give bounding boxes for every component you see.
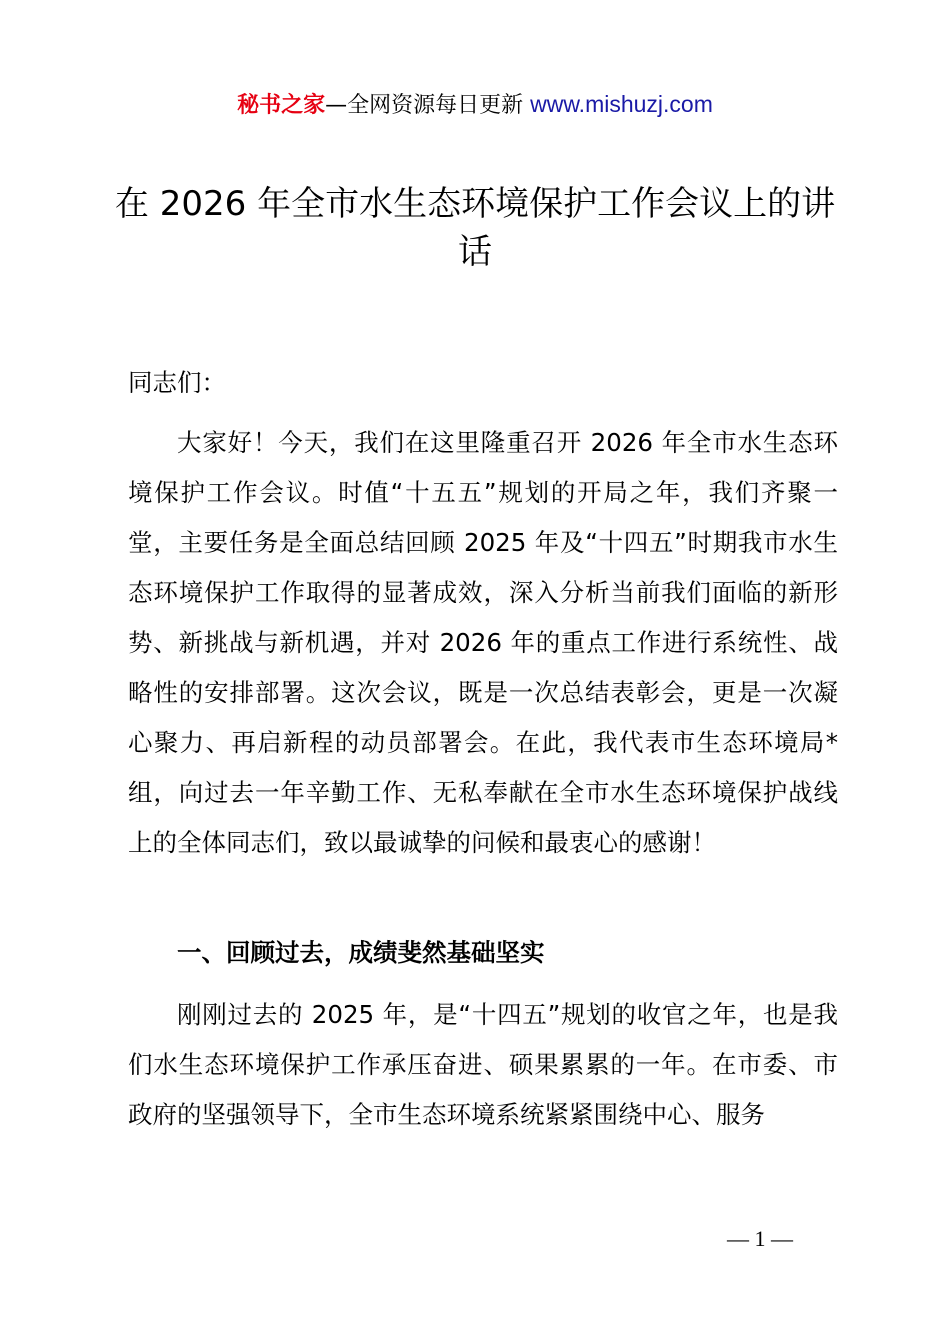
paragraph-opening: 大家好！今天，我们在这里隆重召开 2026 年全市水生态环境保护工作会议。时值“十五五”规划的开局之年，我们齐聚一堂，主要任务是全面总结回顾 2025 年及“十四五”时期我市水生态环境保护工作取得的显著成效，深入分析当前我们面临的新形势、新挑战与新机遇，并对 2026 年的重点工作进行系统性、战略性的安排部署。这次会议，既是一次总结表彰会，更是一次凝心聚力、再启新程的动员部署会。在此，我代表市生态环境局*组，向过去一年辛勤工作、无私奉献在全市水生态环境保护战线上的全体同志们，致以最诚挚的问候和最衷心的感谢！: [128, 428, 838, 857]
document-title: 在 2026 年全市水生态环境保护工作会议上的讲话: [114, 184, 836, 272]
paragraph-review: 刚刚过去的 2025 年，是“十四五”规划的收官之年，也是我们水生态环境保护工作承压奋进、硕果累累的一年。在市委、市政府的坚强领导下，全市生态环境系统紧紧围绕中心、服务: [128, 1000, 838, 1129]
header-slogan: —全网资源每日更新: [325, 93, 531, 118]
site-header: [0, 88, 950, 122]
salutation: 同志们：: [128, 368, 226, 397]
section-heading: 一、回顾过去，成绩斐然基础坚实: [177, 938, 545, 967]
page-number: — 1 —: [727, 1226, 793, 1251]
site-url-link[interactable]: www.mishuzj.com: [530, 91, 713, 117]
brand-name: 秘书之家: [237, 93, 326, 118]
